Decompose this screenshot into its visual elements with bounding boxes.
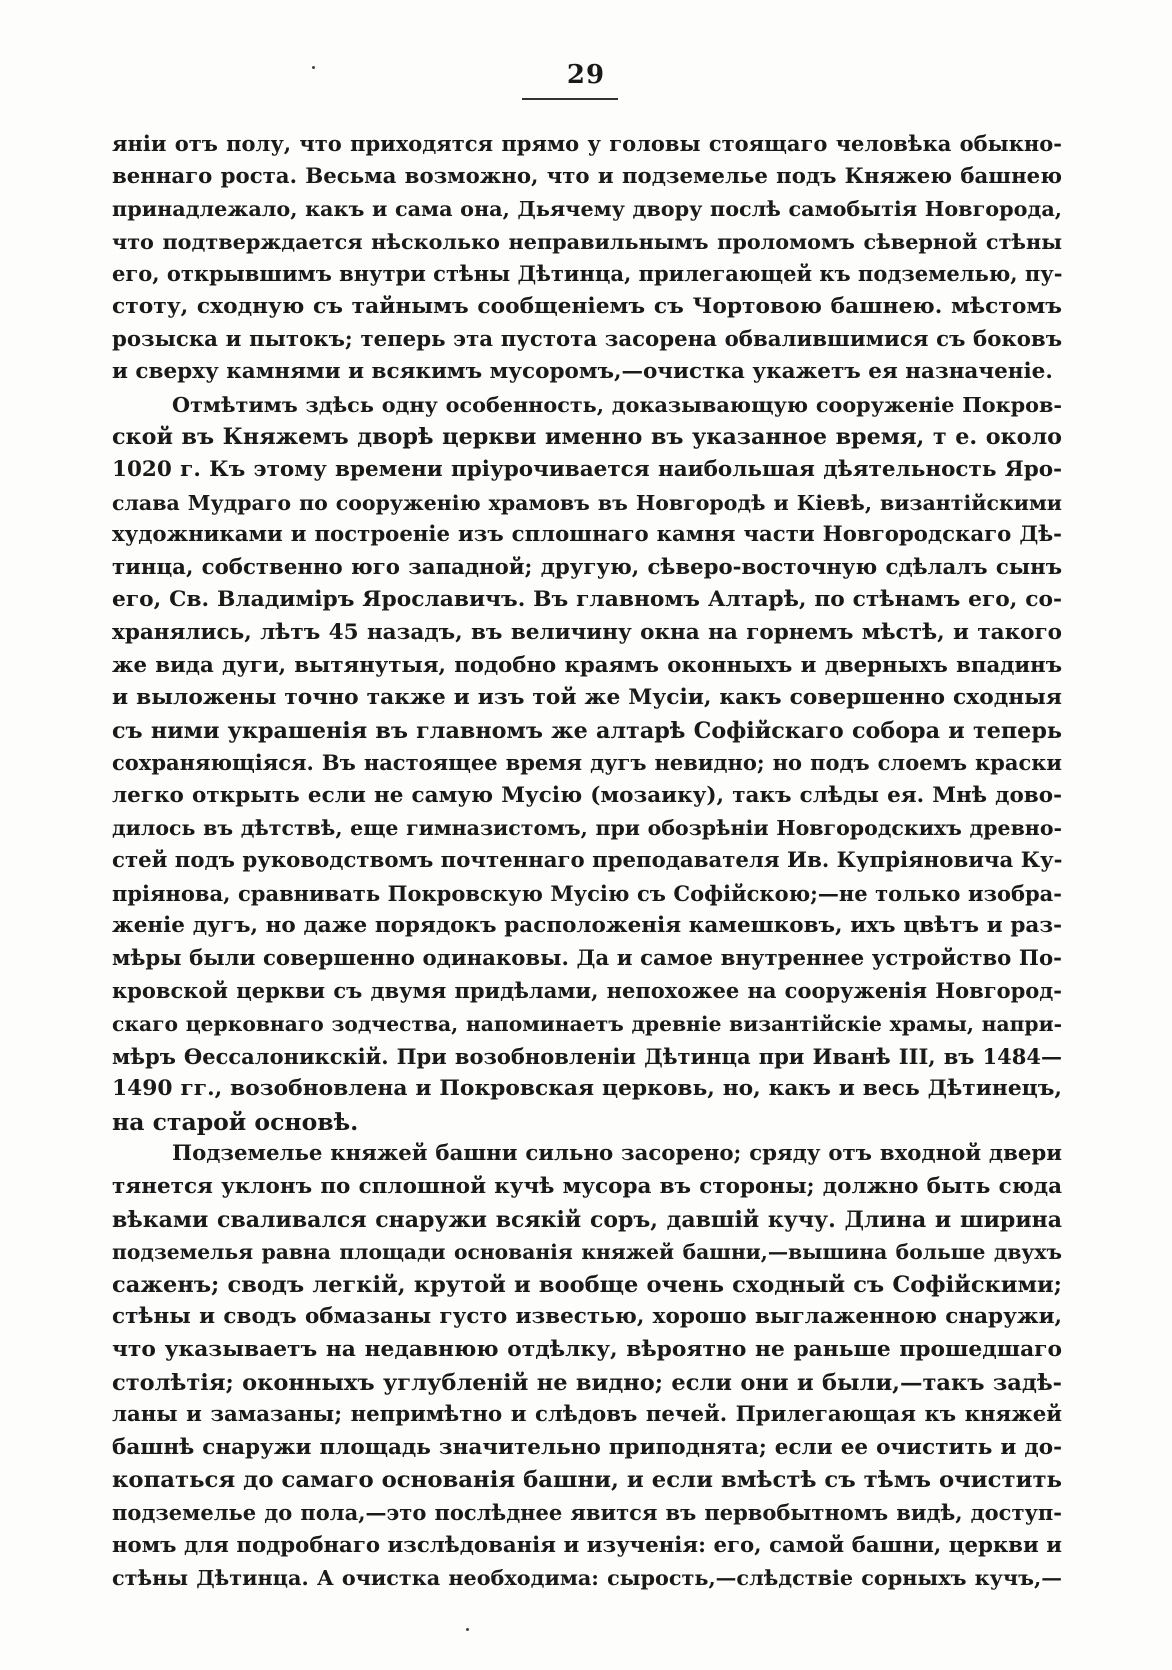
text-line: на старой основѣ.	[112, 1107, 359, 1136]
text-line: янiи отъ полу, что приходятся прямо у головы стоящаго человѣка обыкно-	[112, 131, 1062, 156]
text-line: и сверху камнями и всякимъ мусоромъ,—очистка укажетъ ея назначенiе.	[112, 359, 1053, 385]
text-line: прiянова, сравнивать Покровскую Мусiю съ Софiйскою;—не только изобра-	[112, 880, 1062, 906]
print-speck	[312, 66, 315, 69]
text-line: Подземелье княжей башни сильно засорено; сряду отъ входной двери	[172, 1141, 1062, 1167]
text-line: стѣны и сводъ обмазаны густо известью, хорошо выглаженною снаружи,	[112, 1304, 1062, 1330]
text-line: 1490 гг., возобновлена и Покровская церковь, но, какъ и весь Дѣтинецъ,	[112, 1076, 1062, 1102]
page-number: 29	[566, 60, 606, 90]
text-line: веннаго роста. Весьма возможно, что и подземелье подъ Княжею башнею	[112, 163, 1062, 189]
text-line: ланы и замазаны; непримѣтно и слѣдовъ печей. Прилегающая къ княжей	[112, 1402, 1062, 1428]
text-line: съ ними украшенiя въ главномъ же алтарѣ Софiйскаго собора и теперь	[112, 717, 1062, 744]
text-line: подземелья равна площади основанiя княжей башни,—вышина больше двухъ	[112, 1240, 1062, 1265]
text-line: башнѣ снаружи площадь значительно приподнята; если ее очистить и до-	[112, 1434, 1062, 1460]
text-line: подземелье до пола,—это послѣднее явится въ первобытномъ видѣ, доступ-	[112, 1499, 1062, 1525]
body-text	[112, 128, 1062, 1595]
text-line: стей подъ руководствомъ почтеннаго преподавателя Ив. Купрiяновича Ку-	[112, 848, 1062, 874]
text-line: художниками и построенiе изъ сплошнаго камня части Новгородскаго Дѣ-	[112, 522, 1062, 548]
text-line: слава Мудраго по сооруженiю храмовъ въ Новгородѣ и Кiевѣ, византiйскими	[112, 490, 1062, 515]
text-line: и выложены точно также и изъ той же Мусiи, какъ совершенно сходныя	[112, 685, 1062, 711]
text-line: дилось въ дѣтствѣ, еще гимназистомъ, при обозрѣнiи Новгородскихъ древно-	[112, 816, 1062, 841]
text-line: скаго церковнаго зодчества, напоминаетъ древнiе византiйскiе храмы, напри-	[112, 1012, 1062, 1037]
text-line: женiе дугъ, но даже порядокъ расположенiя камешковъ, ихъ цвѣтъ и раз-	[112, 913, 1062, 939]
text-line: что подтверждается нѣсколько неправильнымъ проломомъ сѣверной стѣны	[112, 229, 1062, 254]
text-line: столѣтiя; оконныхъ углубленiй не видно; если они и были,—такъ задѣ-	[112, 1369, 1062, 1396]
text-line: тянется уклонъ по сплошной кучѣ мусора въ стороны; должно быть сюда	[112, 1174, 1062, 1199]
text-line: что указываетъ на недавнюю отдѣлку, вѣроятно не раньше прошедшаго	[112, 1336, 1062, 1362]
text-line: принадлежало, какъ и сама она, Дьячему двору послѣ самобытiя Новгорода,	[112, 197, 1062, 222]
text-line: стоту, сходную съ тайнымъ сообщенiемъ съ Чортовою башнею. мѣстомъ	[112, 293, 1062, 319]
text-line: мѣры были совершенно одинаковы. Да и самое внутреннее устройство По-	[112, 945, 1062, 971]
text-line: ской въ Княжемъ дворѣ церкви именно въ указанное время, т е. около	[112, 424, 1062, 451]
print-speck	[466, 1628, 469, 1631]
text-line: легко открыть если не самую Мусiю (мозаику), такъ слѣды ея. Мнѣ дово-	[112, 782, 1062, 808]
text-line: же вида дуги, вытянутыя, подобно краямъ оконныхъ и дверныхъ впадинъ	[112, 652, 1062, 678]
text-line: саженъ; сводъ легкiй, крутой и вообще очень сходный съ Софiйскими;	[112, 1271, 1062, 1298]
text-line: сохраняющiяся. Въ настоящее время дугъ невидно; но подъ слоемъ краски	[112, 750, 1062, 776]
text-line: розыска и пытокъ; теперь эта пустота засорена обвалившимися съ боковъ	[112, 326, 1062, 352]
text-line: тинца, собственно юго западной; другую, сѣверо-восточную сдѣлалъ сынъ	[112, 554, 1062, 580]
text-line: кровской церкви съ двумя придѣлами, непохожее на сооруженiя Новгород-	[112, 978, 1062, 1004]
text-line: 1020 г. Къ этому времени прiурочивается наибольшая дѣятельность Яро-	[112, 456, 1062, 482]
text-line: Отмѣтимъ здѣсь одну особенность, доказывающую сооруженiе Покров-	[172, 392, 1062, 417]
text-line: вѣками сваливался снаружи всякiй соръ, давшiй кучу. Длина и ширина	[112, 1206, 1062, 1233]
text-line: копаться до самаго основанiя башни, и если вмѣстѣ съ тѣмъ очистить	[112, 1467, 1062, 1494]
text-line: стѣны Дѣтинца. А очистка необходима: сырость,—слѣдствiе сорныхъ кучъ,—	[112, 1566, 1062, 1591]
text-line: его, Св. Владимiръ Ярославичъ. Въ главномъ Алтарѣ, по стѣнамъ его, со-	[112, 587, 1062, 613]
page-number-rule	[522, 98, 618, 100]
text-line: хранялись, лѣтъ 45 назадъ, въ величину окна на горнемъ мѣстѣ, и такого	[112, 619, 1062, 645]
text-line: номъ для подробнаго изслѣдованiя и изученiя: его, самой башни, церкви и	[112, 1532, 1062, 1558]
text-line: его, открывшимъ внутри стѣны Дѣтинца, прилегающей къ подземелью, пу-	[112, 261, 1062, 287]
text-line: мѣръ Ѳессалоникскiй. При возобновленiи Дѣтинца при Иванѣ III, въ 1484—	[112, 1043, 1062, 1069]
